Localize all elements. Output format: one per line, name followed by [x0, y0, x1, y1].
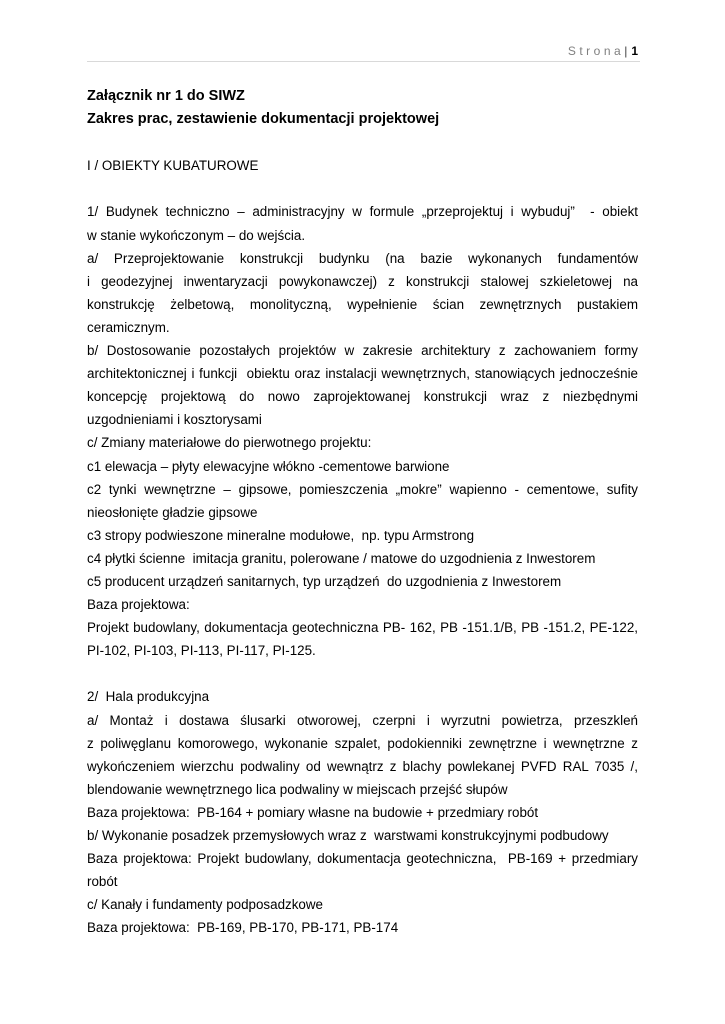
- document-title: Załącznik nr 1 do SIWZ: [87, 88, 245, 104]
- item-2-line: b/ Wykonanie posadzek przemysłowych wraz z warstwami konstrukcyjnymi podbudowy: [87, 828, 609, 843]
- document-subtitle: Zakres prac, zestawienie dokumentacji projektowej: [87, 111, 440, 128]
- item-1-line: PI-102, PI-103, PI-113, PI-117, PI-125.: [87, 643, 316, 659]
- item-1-block: [87, 200, 638, 662]
- item-1-line: architektonicznej i funkcji obiektu oraz instalacji wewnętrznych, stanowiących jednocześnie: [87, 366, 638, 382]
- section-heading: I / OBIEKTY KUBATUROWE: [87, 158, 259, 174]
- item-2-line: c/ Kanały i fundamenty podposadzkowe: [87, 897, 323, 913]
- item-2-line: Baza projektowa: PB-169, PB-170, PB-171, PB-174: [87, 920, 399, 936]
- item-1-line: i geodezyjnej inwentaryzacji powykonawczej) z konstrukcji stalowej szkieletowej na: [87, 273, 638, 289]
- item-2-line: z poliwęglanu komorowego, wykonanie szpalet, podokienniki zewnętrzne i wewnętrzne z: [87, 735, 638, 751]
- page-number: 1: [631, 44, 638, 58]
- item-1-line: ceramicznym.: [87, 319, 170, 335]
- item-2-line: robót: [87, 874, 118, 890]
- item-1-line: c2 tynki wewnętrzne – gipsowe, pomieszczenia „mokre” wapienno - cementowe, sufity: [87, 481, 638, 497]
- page-header: [87, 43, 638, 59]
- item-1-line: c5 producent urządzeń sanitarnych, typ urządzeń do uzgodnienia z Inwestorem: [87, 573, 562, 589]
- header-rule: [87, 61, 640, 62]
- item-2-line: a/ Montaż i dostawa ślusarki otworowej, czerpni i wyrzutni powietrza, przeszkleń: [87, 712, 638, 728]
- item-1-line: uzgodnieniami i kosztorysami: [87, 412, 262, 428]
- item-1-line: 1/ Budynek techniczno – administracyjny w formule „przeprojektuj i wybuduj” - obiekt: [87, 204, 638, 220]
- item-1-line: c1 elewacja – płyty elewacyjne włókno -cementowe barwione: [87, 458, 450, 474]
- item-1-line: a/ Przeprojektowanie konstrukcji budynku (na bazie wykonanych fundamentów: [87, 250, 638, 266]
- page-label: Strona: [567, 44, 625, 58]
- document-body: [87, 85, 638, 939]
- item-1-line: w stanie wykończonym – do wejścia.: [87, 227, 306, 243]
- item-2-line: Baza projektowa: Projekt budowlany, dokumentacja geotechniczna, PB-169 + przedmiary: [87, 851, 638, 867]
- item-1-line: c3 stropy podwieszone mineralne modułowe, np. typu Armstrong: [87, 527, 475, 543]
- item-1-line: c/ Zmiany materiałowe do pierwotnego projektu:: [87, 435, 372, 451]
- item-1-line: b/ Dostosowanie pozostałych projektów w zakresie architektury z zachowaniem formy: [87, 343, 638, 359]
- item-1-line: Projekt budowlany, dokumentacja geotechniczna PB- 162, PB -151.1/B, PB -151.2, PE-122,: [87, 620, 638, 636]
- item-2-line: Baza projektowa: PB-164 + pomiary własne na budowie + przedmiary robót: [87, 804, 539, 820]
- item-2-block: [87, 685, 638, 939]
- item-1-line: konstrukcję żelbetową, monolityczną, wypełnienie ścian zewnętrznych pustakiem: [87, 296, 638, 312]
- item-1-line: nieosłonięte gładzie gipsowe: [87, 504, 258, 520]
- item-1-line: Baza projektowa:: [87, 597, 190, 613]
- item-2-line: blendowanie wewnętrznego lica podwaliny w miejscach przejść słupów: [87, 781, 508, 797]
- item-1-line: koncepcję projektową do nowo zaprojektowanej konstrukcji wraz z niezbędnymi: [87, 389, 638, 405]
- page-separator: |: [624, 44, 628, 58]
- item-2-line: 2/ Hala produkcyjna: [87, 689, 210, 705]
- item-1-line: c4 płytki ścienne imitacja granitu, polerowane / matowe do uzgodnienia z Inwestorem: [87, 550, 596, 566]
- item-2-line: wykończeniem wierzchu podwaliny od wewnątrz z blachy powlekanej PVFD RAL 7035 /,: [87, 758, 638, 774]
